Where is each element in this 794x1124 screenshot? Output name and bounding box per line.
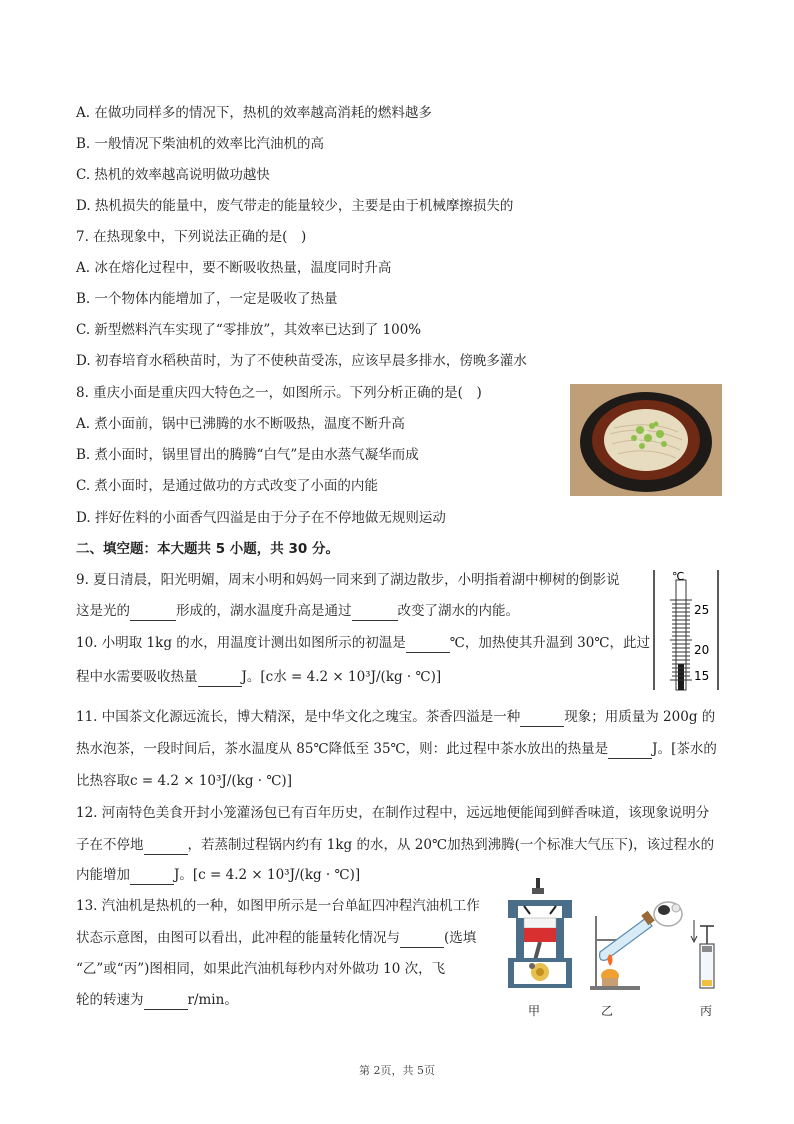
q8-option-d: D. 拌好佐料的小面香气四溢是由于分子在不停地做无规则运动 [76,510,446,526]
q13-line4 [76,991,238,1010]
test-tube-figure [588,896,684,992]
q13-text-c: 轮的转速为 [76,992,144,1008]
q13-blank-1 [400,929,444,948]
q12-text-d: J。[c = 4.2 × 10³J/(kg · ℃)] [174,867,361,883]
thermometer-tick-20: 20 [694,643,710,657]
q13-line2 [76,929,476,948]
q11-text-b: 现象；用质量为 200g 的 [564,709,716,725]
q10-text-a: 10. 小明取 1kg 的水，用温度计测出如图所示的初温是 [76,635,406,651]
q9-blank-2 [352,602,398,621]
q9-line1: 9. 夏日清晨，阳光明媚，周末小明和妈妈一同来到了湖边散步，小明指着湖中柳树的倒影说 [76,572,620,588]
thermometer-tick-15: 15 [694,669,710,683]
q9-blank-1 [130,602,176,621]
noodle-bowl-photo [570,384,722,496]
q11-blank-2 [608,740,652,759]
q6-option-a: A. 在做功同样多的情况下，热机的效率越高消耗的燃料越多 [76,105,432,121]
q12-blank-1 [144,836,188,855]
q12-text-b: ，若蒸制过程锅内约有 1kg 的水，从 20℃加热到沸腾(一个标准大气压下)，该过程水的 [187,837,715,853]
q11-text-d: J。[茶水的 [652,741,717,757]
q12-line1: 12. 河南特色美食开封小笼灌汤包已有百年历史，在制作过程中，远远地便能闻到鲜香味道，该现象说明分 [76,805,710,821]
q12-blank-2 [130,866,174,885]
figure-label-jia: 甲 [528,1004,541,1018]
air-pump-figure [690,896,724,992]
engine-cylinder-figure [502,878,578,996]
q13-text-d: r/min。 [187,992,238,1008]
q9-text-a: 这是光的 [76,603,130,619]
q12-line2 [76,836,714,855]
q7-option-a: A. 冰在熔化过程中，要不断吸收热量，温度同时升高 [76,260,392,276]
q8-option-a: A. 煮小面前，锅中已沸腾的水不断吸热，温度不断升高 [76,416,405,432]
q9-text-c: 改变了湖水的内能。 [397,603,519,619]
q7-option-b: B. 一个物体内能增加了，一定是吸收了热量 [76,291,338,307]
q8-stem: 8. 重庆小面是重庆四大特色之一，如图所示。下列分析正确的是( ) [76,385,482,401]
q10-text-c: 程中水需要吸收热量 [76,669,198,685]
q13-text-b: (选填 [444,930,477,946]
q8-option-b: B. 煮小面时，锅里冒出的腾腾“白气”是由水蒸气凝华而成 [76,447,419,463]
section-heading-fill-blank: 二、填空题：本大题共 5 小题，共 30 分。 [76,541,339,557]
q11-line3: 比热容取c = 4.2 × 10³J/(kg · ℃)] [76,773,292,789]
q10-blank-1 [406,634,450,653]
q11-line1 [76,708,715,727]
q6-option-c: C. 热机的效率越高说明做功越快 [76,167,270,183]
q11-text-c: 热水泡茶，一段时间后，茶水温度从 85℃降低至 35℃，则：此过程中茶水放出的热量是 [76,741,609,757]
page-footer: 第 2页，共 5页 [359,1064,435,1077]
q9-text-b: 形成的，湖水温度升高是通过 [176,603,352,619]
q7-option-d: D. 初春培育水稻秧苗时，为了不使秧苗受冻，应该早晨多排水，傍晚多灌水 [76,353,527,369]
thermometer-unit: ℃ [672,570,685,583]
thermometer-tick-25: 25 [694,603,710,617]
q10-text-d: J。[c水 = 4.2 × 10³J/(kg · ℃)] [241,669,442,685]
q13-line1: 13. 汽油机是热机的一种，如图甲所示是一台单缸四冲程汽油机工作 [76,898,480,914]
q13-line3: “乙”或“丙”)图相同，如果此汽油机每秒内对外做功 10 次，飞 [76,961,446,977]
q10-line1 [76,634,650,653]
q12-line3 [76,866,360,885]
q6-option-b: B. 一般情况下柴油机的效率比汽油机的高 [76,136,325,152]
q7-option-c: C. 新型燃料汽车实现了“零排放”，其效率已达到了 100% [76,322,422,338]
q12-text-a: 子在不停地 [76,837,144,853]
q11-line2 [76,740,717,759]
q13-text-a: 状态示意图，由图可以看出，此冲程的能量转化情况与 [76,930,400,946]
thermometer-figure [650,568,722,692]
q9-line2 [76,602,519,621]
q10-line2 [76,668,441,687]
figure-label-bing: 丙 [700,1004,713,1018]
figure-label-yi: 乙 [601,1004,614,1018]
q10-blank-2 [198,668,242,687]
q10-text-b: ℃，加热使其升温到 30℃，此过 [449,635,650,651]
q12-text-c: 内能增加 [76,867,130,883]
q8-option-c: C. 煮小面时，是通过做功的方式改变了小面的内能 [76,478,378,494]
q7-stem: 7. 在热现象中，下列说法正确的是( ) [76,229,307,245]
q11-text-a: 11. 中国茶文化源远流长，博大精深，是中华文化之瑰宝。茶香四溢是一种 [76,709,521,725]
q6-option-d: D. 热机损失的能量中，废气带走的能量较少，主要是由于机械摩擦损失的 [76,198,514,214]
q11-blank-1 [520,708,564,727]
q13-blank-2 [144,991,188,1010]
